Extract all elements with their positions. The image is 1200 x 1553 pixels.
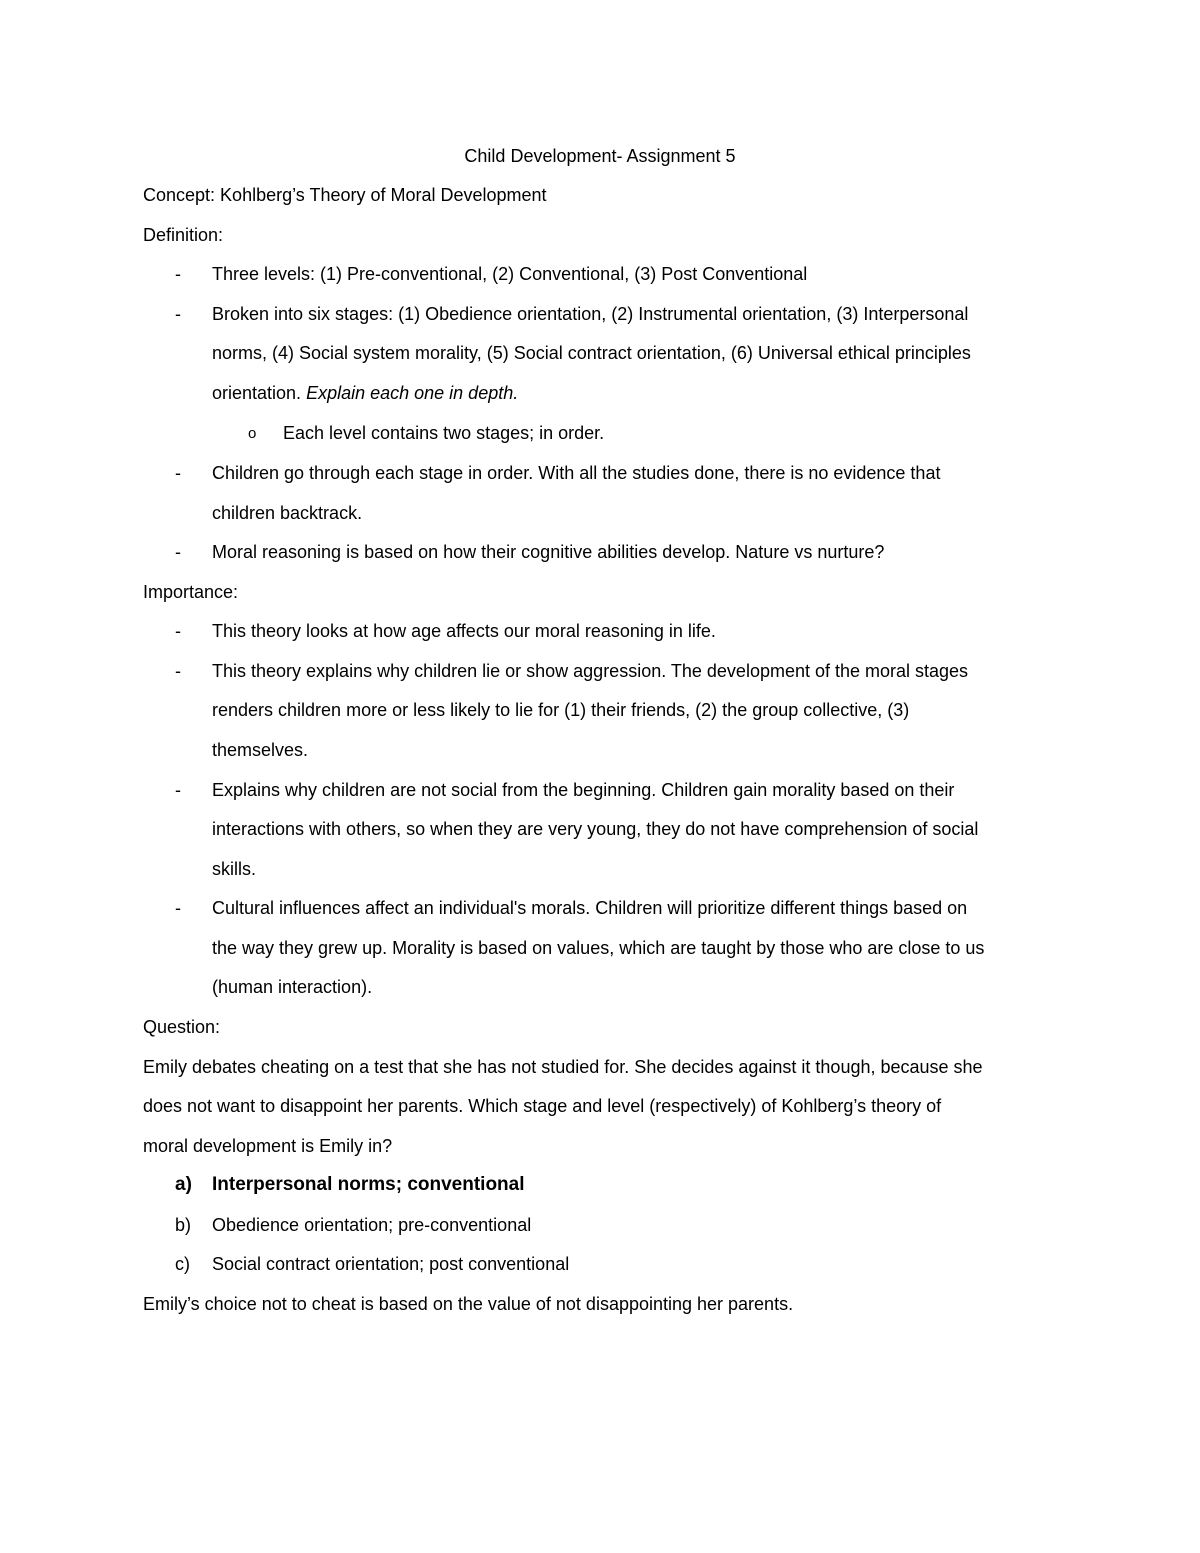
definition-bullet-stages-line [212,381,518,405]
question-heading: Question: [143,1017,221,1037]
definition-bullet-stages-line: norms, (4) Social system morality, (5) Social contract orientation, (6) Universal ethical principles [212,343,971,363]
bullet-dash: - [175,264,181,284]
question-text-line: does not want to disappoint her parents. Which stage and level (respectively) of Kohlberg’s theory of [143,1096,942,1116]
importance-bullet-lie-line: themselves. [212,740,309,760]
importance-bullet-lie-line: renders children more or less likely to lie for (1) their friends, (2) the group collective, (3) [212,700,910,720]
sub-bullet-marker: o [248,425,257,442]
definition-bullet-order-line: Children go through each stage in order. With all the studies done, there is no evidence that [212,463,941,483]
bullet-dash: - [175,621,181,641]
question-text-line: moral development is Emily in? [143,1136,393,1156]
question-text-line: Emily debates cheating on a test that she has not studied for. She decides against it though, because she [143,1057,983,1077]
definition-sub-bullet: Each level contains two stages; in order. [283,423,605,443]
bullet-dash: - [175,661,181,681]
importance-bullet-social-line: Explains why children are not social from the beginning. Children gain morality based on their [212,780,955,800]
bullet-dash: - [175,898,181,918]
definition-heading: Definition: [143,225,224,245]
bullet-dash: - [175,304,181,324]
stages-plain-text: orientation. [212,383,307,403]
stages-italic-note: Explain each one in depth. [306,383,519,403]
importance-bullet-culture-line: (human interaction). [212,977,373,997]
bullet-dash: - [175,542,181,562]
option-a-answer: Interpersonal norms; conventional [212,1174,525,1195]
importance-bullet-culture-line: the way they grew up. Morality is based on values, which are taught by those who are close to us [212,938,985,958]
option-c-text: Social contract orientation; post conventional [212,1254,570,1274]
definition-bullet-reasoning: Moral reasoning is based on how their cognitive abilities develop. Nature vs nurture? [212,542,885,562]
definition-bullet-order-line: children backtrack. [212,503,363,523]
option-c-marker: c) [175,1254,190,1274]
answer-explanation: Emily’s choice not to cheat is based on the value of not disappointing her parents. [143,1294,794,1314]
option-b-text: Obedience orientation; pre-conventional [212,1215,532,1235]
option-b-marker: b) [175,1215,192,1235]
importance-bullet-culture-line: Cultural influences affect an individual's morals. Children will prioritize different things based on [212,898,968,918]
bullet-dash: - [175,780,181,800]
bullet-dash: - [175,463,181,483]
concept-line [143,183,547,207]
option-a-marker: a) [175,1174,192,1195]
document-title: Child Development- Assignment 5 [464,146,736,166]
definition-bullet-levels: Three levels: (1) Pre-conventional, (2) Conventional, (3) Post Conventional [212,264,808,284]
importance-bullet-social-line: interactions with others, so when they are very young, they do not have comprehension of social [212,819,979,839]
concept-text: Kohlberg’s Theory of Moral Development [215,185,547,205]
importance-bullet-social-line: skills. [212,859,256,879]
definition-bullet-stages-line: Broken into six stages: (1) Obedience orientation, (2) Instrumental orientation, (3) Interpersonal [212,304,969,324]
importance-heading: Importance: [143,582,239,602]
concept-label: Concept: [143,185,216,205]
importance-bullet-age: This theory looks at how age affects our moral reasoning in life. [212,621,716,641]
importance-bullet-lie-line: This theory explains why children lie or show aggression. The development of the moral stages [212,661,969,681]
